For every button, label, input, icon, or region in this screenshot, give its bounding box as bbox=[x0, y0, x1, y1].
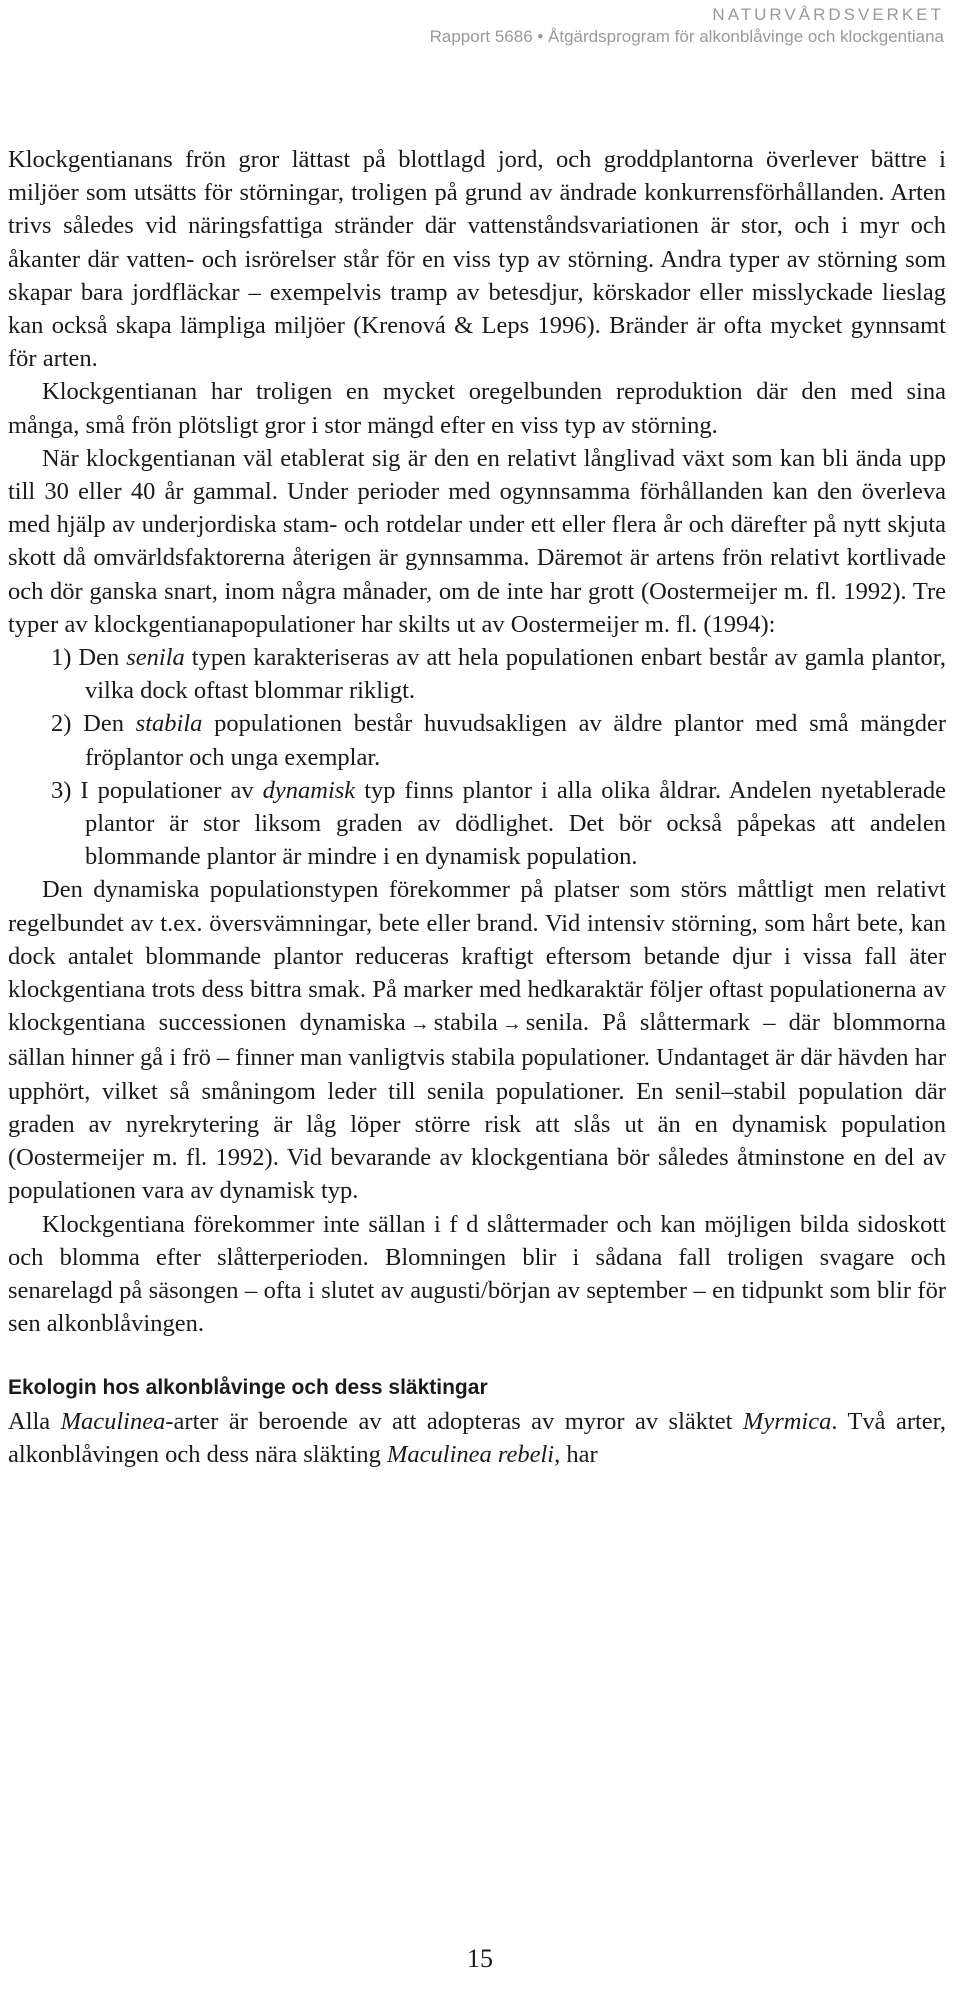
list-item-2-text: populationen består huvudsakligen av äldre plantor med små mängder fröplantor och unga exemplar. bbox=[85, 710, 946, 771]
list-item-1-lead: 1) Den bbox=[51, 644, 127, 672]
list-item-3-text: typ finns plantor i alla olika åldrar. Andelen nyetablerade plantor är stor liksom graden av dödlighet. Det bör också påpekas att andelen blommande plantor är mindre i en dynamisk population. bbox=[85, 776, 946, 871]
list-item-1-term: senila bbox=[126, 644, 185, 672]
paragraph-1: Klockgentianans frön gror lättast på blottlagd jord, och groddplantorna överlever bättre i miljöer som utsätts för störningar, troligen på grund av ändrade konkurrensförhållanden. Arten trivs således vid näringsfattiga stränder där vattenståndsvariationen är stor, och i myr och åkanter där vatten- och isrörelser står för en viss typ av störning. Andra typer av störning som skapar bara jordfläckar – exempelvis tramp av betesdjur, körskador eller misslyckade lieslag kan också skapa lämpliga miljöer (Krenová & Leps 1996). Bränder är ofta mycket gynnsamt för arten. bbox=[8, 146, 946, 373]
paragraph-4 bbox=[8, 873, 946, 1207]
list-item-1-text: typen karakteriseras av att hela populationen enbart består av gamla plantor, vilka dock oftast blommar rikligt. bbox=[85, 644, 946, 705]
arrow-right-icon: → bbox=[501, 1013, 522, 1036]
paragraph-6-text-d: , har bbox=[554, 1440, 598, 1468]
header-report-title: Rapport 5686 • Åtgärdsprogram för alkonblåvinge och klockgentiana bbox=[429, 27, 944, 46]
paragraph-3: När klockgentianan väl etablerat sig är den en relativt långlivad växt som kan bli ända upp till 30 eller 40 år gammal. Under perioder med ogynnsamma förhållanden kan den överleva med hjälp av underjordiska stam- och rotdelar under ett eller flera år och därefter på nytt skjuta skott då omvärldsfaktorerna återigen är gynnsamma. Däremot är artens frön relativt kortlivade och dör ganska snart, inom några månader, om de inte har grott (Oostermeijer m. fl. 1992). Tre typer av klockgentianapopulationer har skilts ut av Oostermeijer m. fl. (1994): bbox=[8, 444, 946, 638]
list-item-1 bbox=[8, 641, 946, 707]
ant-genus-name: Myrmica bbox=[742, 1407, 832, 1435]
list-item-2-lead: 2) Den bbox=[51, 710, 136, 738]
list-item-3-lead: 3) I populationer av bbox=[51, 776, 263, 804]
page-header bbox=[430, 4, 944, 48]
species-name: Maculinea rebeli bbox=[386, 1440, 555, 1468]
succession-term-dynamic: en dynamiska bbox=[263, 1009, 406, 1037]
paragraph-2: Klockgentianan har troligen en mycket oregelbunden reproduktion där den med sina många, små frön plötsligt gror i stor mängd efter en viss typ av störning. bbox=[8, 378, 946, 439]
paragraph-6-text-a: Alla bbox=[8, 1407, 61, 1435]
succession-term-stable: stabila bbox=[433, 1009, 498, 1037]
genus-name: Maculinea bbox=[60, 1407, 166, 1435]
page-number: 15 bbox=[467, 1944, 493, 1973]
list-item-2 bbox=[8, 707, 946, 773]
paragraph-4-text-a: Den dynamiska populationstypen förekommer på platser som störs måttligt men relativt regelbundet av t.ex. översvämningar, bete eller brand. Vid intensiv störning, som hårt bete, kan dock antalet blommande plantor reduceras kraftigt eftersom betande djur i vissa fall äter klockgentiana trots dess bittra smak. På marker med hedkaraktär följer oftast populationerna av klockgentiana succession bbox=[8, 876, 946, 1037]
document-body bbox=[8, 143, 946, 1471]
paragraph-6 bbox=[8, 1405, 946, 1471]
arrow-right-icon: → bbox=[409, 1013, 430, 1036]
paragraph-6-text-c: . Två arter, alkonblåvingen och dess nära släkting bbox=[8, 1407, 946, 1468]
paragraph-5: Klockgentiana förekommer inte sällan i f d slåttermader och kan möjligen bilda sidoskott och blomma efter slåtterperioden. Blomningen blir i sådana fall troligen svagare och senarelagd på säsongen – ofta i slutet av augusti/början av september – en tidpunkt som blir för sen alkonblåvingen. bbox=[8, 1210, 946, 1338]
header-organization: NATURVÅRDSVERKET bbox=[712, 5, 944, 24]
paragraph-4-text-b: senila. På slåttermark – där blommorna sällan hinner gå i frö – finner man vanligtvis stabila populationer. Undantaget är där hävden har upphört, vilket så småningom leder till senila populationer. En senil–stabil population där graden av nyrekrytering är låg löper större risk att slås ut än en dynamisk population (Oostermeijer m. fl. 1992). Vid bevarande av klockgentiana bör således åtminstone en del av populationen vara av dynamisk typ. bbox=[8, 1009, 946, 1205]
list-item-3-term: dynamisk bbox=[262, 776, 356, 804]
section-heading: Ekologin hos alkonblåvinge och dess släktingar bbox=[8, 1376, 488, 1400]
list-item-3 bbox=[8, 774, 946, 874]
list-item-2-term: stabila bbox=[135, 710, 203, 738]
paragraph-6-text-b: -arter är beroende av att adopteras av myror av släktet bbox=[165, 1407, 743, 1435]
